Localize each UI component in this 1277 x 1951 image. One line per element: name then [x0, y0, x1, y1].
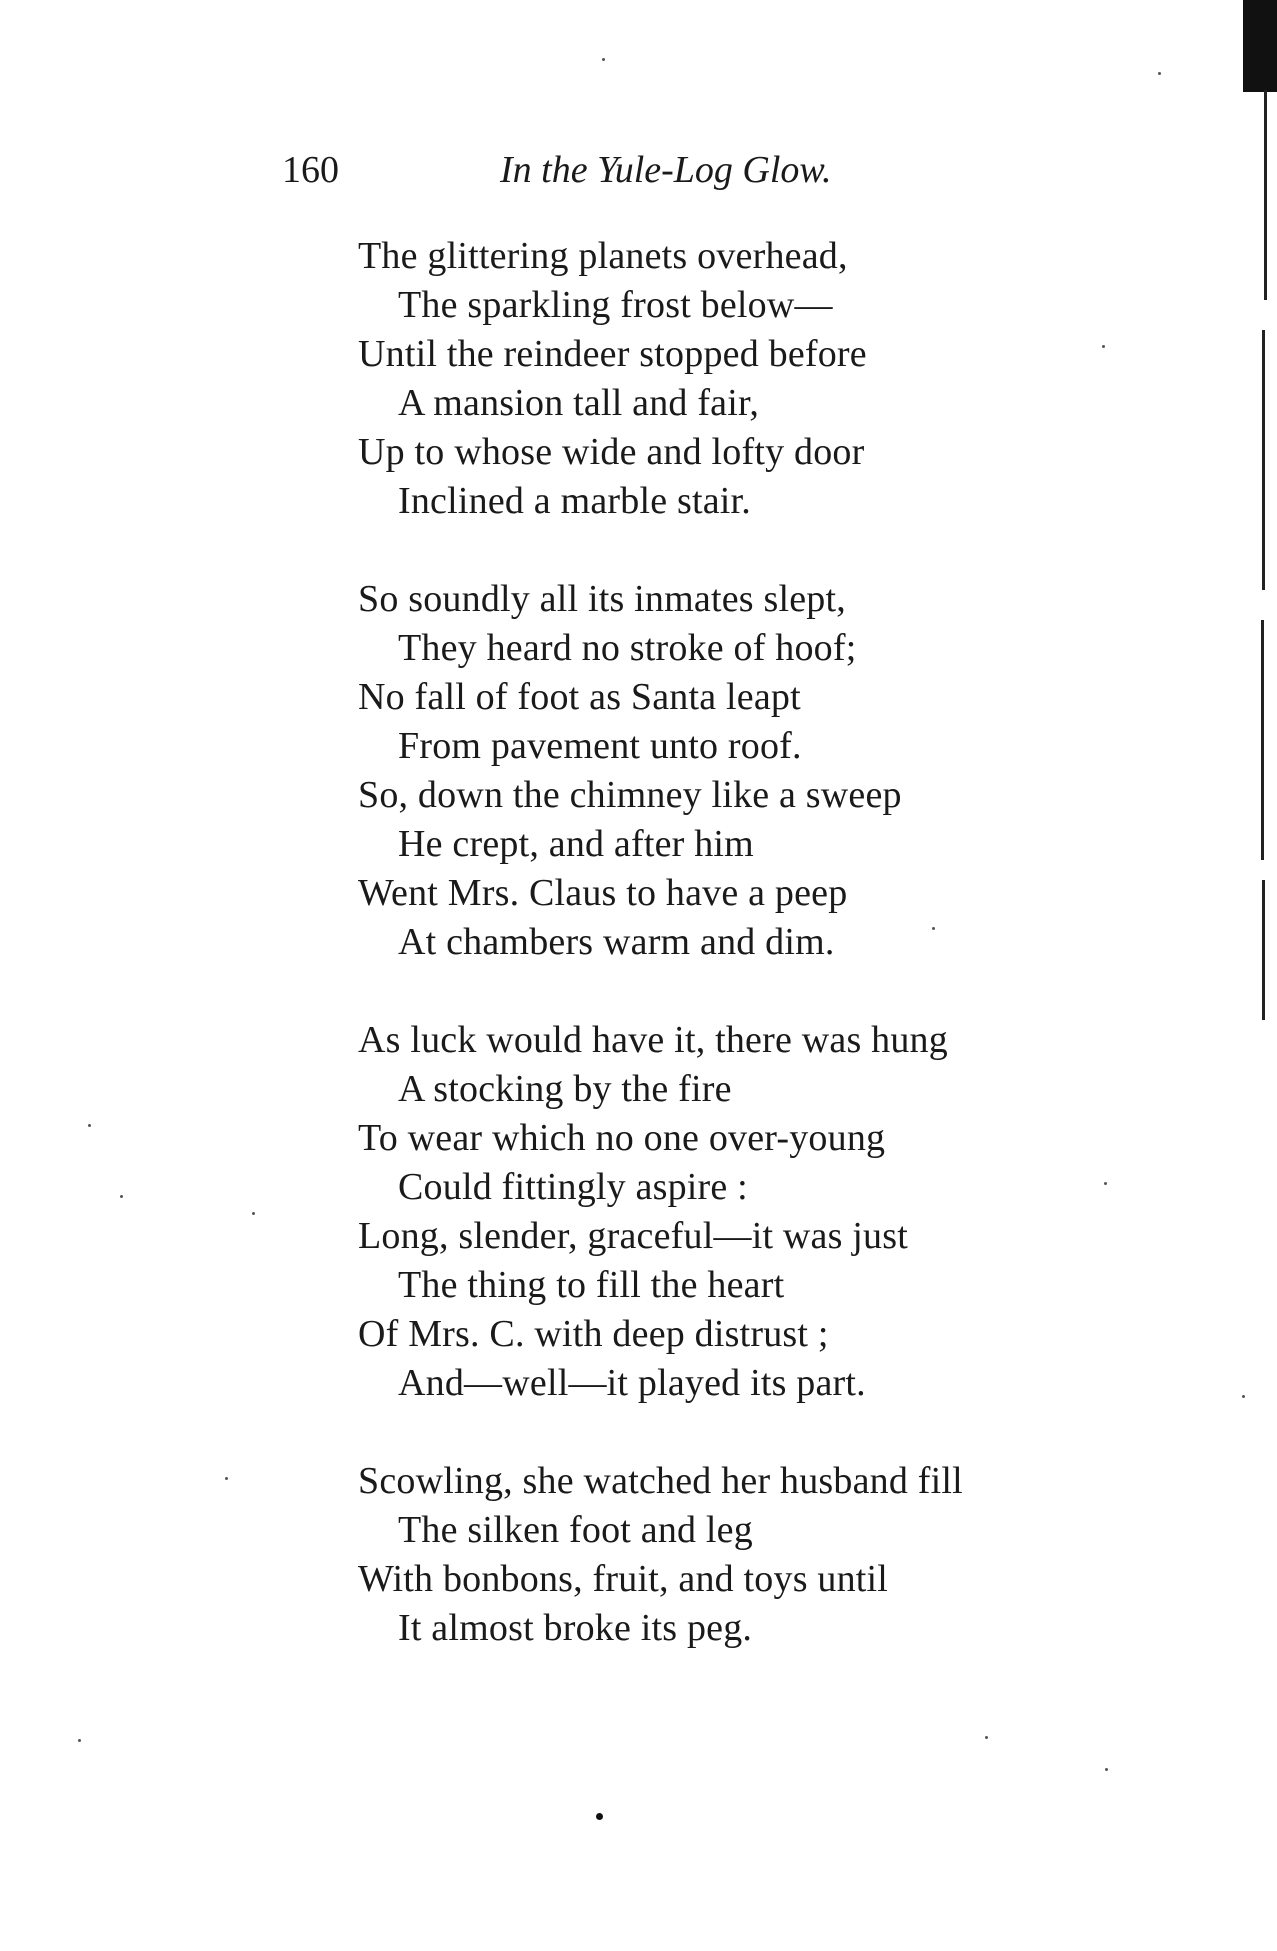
scan-speck [602, 58, 605, 61]
scan-speck [225, 1477, 228, 1480]
page-number: 160 [282, 149, 339, 191]
scan-edge-line [1262, 880, 1265, 1020]
scan-speck [1242, 1395, 1245, 1398]
poem-line: No fall of foot as Santa leapt [358, 676, 801, 718]
poem-line: So, down the chimney like a sweep [358, 774, 902, 816]
poem-line: With bonbons, fruit, and toys until [358, 1558, 889, 1600]
running-header [282, 148, 922, 198]
scan-speck [1105, 1768, 1108, 1771]
poem-line: From pavement unto roof. [398, 725, 802, 767]
scan-edge-shadow [1243, 0, 1277, 92]
poem-line: At chambers warm and dim. [398, 921, 835, 963]
running-title: In the Yule-Log Glow. [500, 149, 832, 191]
poem-line: Went Mrs. Claus to have a peep [358, 872, 848, 914]
poem-line: Scowling, she watched her husband fill [358, 1460, 963, 1502]
scan-speck [252, 1212, 255, 1215]
poem-line: Inclined a marble stair. [398, 480, 751, 522]
poem-line: Could fittingly aspire : [398, 1166, 748, 1208]
scan-speck [120, 1195, 123, 1198]
poem-line: As luck would have it, there was hung [358, 1019, 948, 1061]
poem-line: The silken foot and leg [398, 1509, 753, 1551]
poem-line: To wear which no one over-young [358, 1117, 886, 1159]
poem-line: A mansion tall and fair, [398, 382, 760, 424]
poem-line: It almost broke its peg. [398, 1607, 753, 1649]
scan-dot [596, 1813, 603, 1820]
poem-line: He crept, and after him [398, 823, 754, 865]
poem-line: Up to whose wide and lofty door [358, 431, 865, 473]
scan-edge-line [1264, 90, 1267, 300]
stanza-2 [358, 575, 1118, 967]
scan-speck [1158, 72, 1161, 75]
poem-body [358, 232, 1118, 1702]
poem-line: So soundly all its inmates slept, [358, 578, 846, 620]
poem-line: Long, slender, graceful—it was just [358, 1215, 909, 1257]
poem-line: Until the reindeer stopped before [358, 333, 867, 375]
scan-speck [78, 1739, 81, 1742]
poem-line: The sparkling frost below— [398, 284, 833, 326]
stanza-1 [358, 232, 1118, 526]
stanza-3 [358, 1016, 1118, 1408]
poem-line: They heard no stroke of hoof; [398, 627, 857, 669]
poem-line: The thing to fill the heart [398, 1264, 785, 1306]
scan-speck [88, 1124, 91, 1127]
stanza-4 [358, 1457, 1118, 1653]
scan-speck [985, 1736, 988, 1739]
scan-edge-line [1262, 330, 1265, 590]
poem-line: The glittering planets overhead, [358, 235, 848, 277]
poem-line: And—well—it played its part. [398, 1362, 866, 1404]
poem-line: Of Mrs. C. with deep distrust ; [358, 1313, 829, 1355]
scan-edge-line [1261, 620, 1264, 860]
poem-line: A stocking by the fire [398, 1068, 732, 1110]
